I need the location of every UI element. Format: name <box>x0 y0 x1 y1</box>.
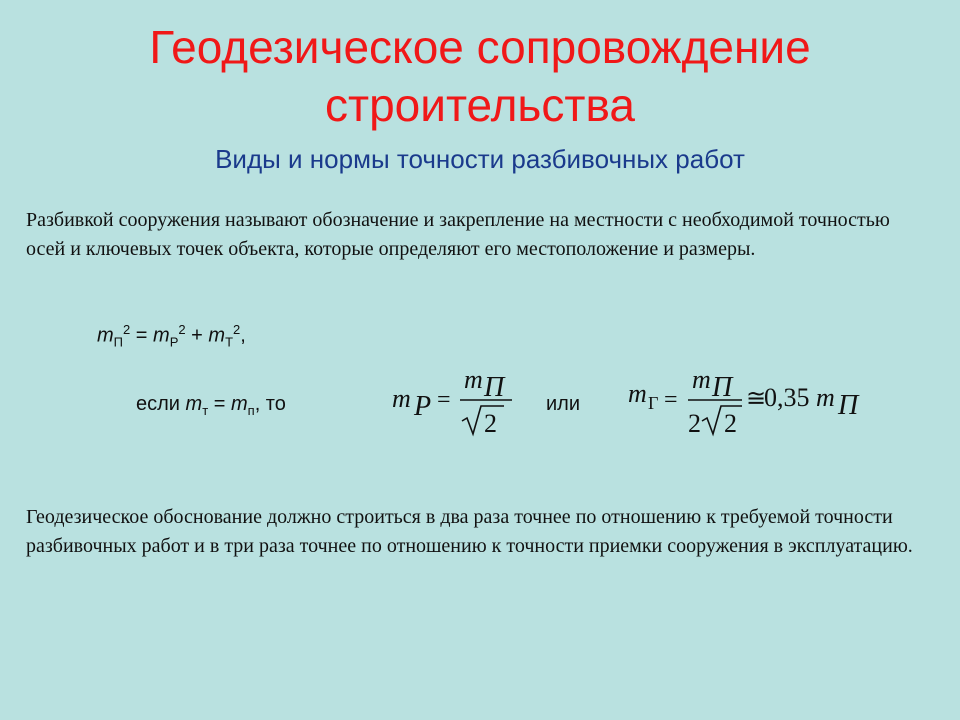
slide-title-line-1: Геодезическое сопровождение <box>149 21 811 73</box>
eq-sub: П <box>113 334 124 350</box>
f1-lhs-m: m <box>392 384 411 413</box>
f2-lhs-sub: Г <box>648 393 659 413</box>
eq-sup: 2 <box>233 322 241 337</box>
eq-m: m <box>208 324 226 347</box>
eq-punct: , <box>240 324 246 347</box>
eq-operator: + <box>185 324 209 347</box>
f2-coef: 0,35 <box>764 383 810 412</box>
cond-m: m <box>230 393 248 415</box>
cond-sub: п <box>247 403 255 418</box>
cond-m: m <box>185 393 203 415</box>
formula-m-g <box>626 362 876 442</box>
cond-prefix: если <box>136 393 186 415</box>
eq-operator: = <box>130 324 154 347</box>
f2-approx: ≅ <box>746 386 767 412</box>
cond-suffix: , то <box>254 393 286 415</box>
f1-den-root: 2 <box>484 409 497 438</box>
f2-num-m: m <box>692 365 711 394</box>
slide-title <box>0 18 960 134</box>
f2-rhs-m: m <box>816 383 835 412</box>
definition-paragraph: Разбивкой сооружения называют обозначение и закрепление на местности с необходимой точностью осей и ключевых точек объекта, которые определяют его местоположение и размеры. <box>26 209 890 260</box>
eq-sup: 2 <box>178 322 186 337</box>
f2-rhs-sub: П <box>838 390 859 421</box>
cond-sub: т <box>202 403 209 418</box>
f1-lhs-sub: P <box>414 391 432 422</box>
slide-title-line-2: строительства <box>325 79 635 131</box>
eq-sub: Т <box>225 334 234 350</box>
cond-operator: = <box>208 393 231 415</box>
f2-lhs-m: m <box>628 379 647 408</box>
eq-m: m <box>97 324 114 347</box>
eq-sup: 2 <box>123 322 131 337</box>
eq-m: m <box>153 324 170 347</box>
condition-text <box>136 393 286 418</box>
f1-eq: = <box>437 387 451 413</box>
formula-m-p <box>388 362 523 442</box>
eq-sub: Р <box>169 334 179 350</box>
f2-eq: = <box>664 387 678 413</box>
f1-radical-sign <box>462 406 504 434</box>
basis-paragraph: Геодезическое обоснование должно строиться в два раза точнее по отношению к требуемой точности разбивочных работ и в три раза точнее по отношению к точности приемки сооружения в эксплуатацию. <box>26 506 913 557</box>
f1-num-sub: П <box>484 372 505 403</box>
variance-equation <box>97 322 246 350</box>
f2-den-root: 2 <box>724 409 737 438</box>
slide-subtitle: Виды и нормы точности разбивочных работ <box>215 144 745 174</box>
f2-num-sub: П <box>712 372 733 403</box>
or-label: или <box>546 393 581 415</box>
f2-den-coef: 2 <box>688 409 701 438</box>
f1-num-m: m <box>464 365 483 394</box>
